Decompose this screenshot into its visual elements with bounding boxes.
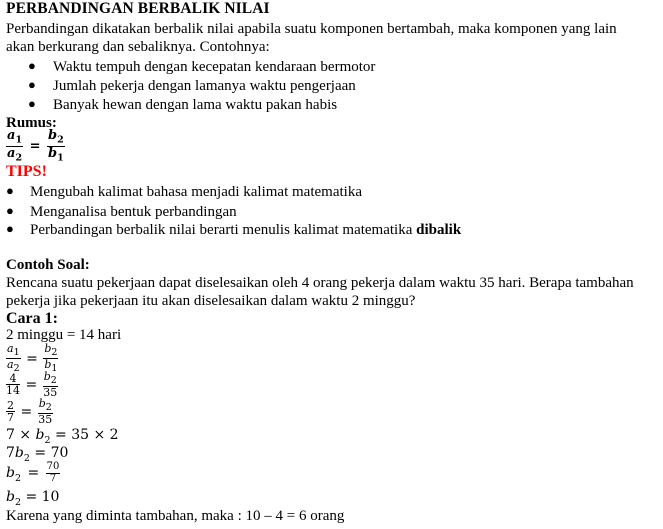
main-formula: [6, 129, 65, 163]
fraction-a1-a2: $\frac{a_1}{a_2}$: [7, 128, 23, 164]
problem-line-1: Rencana suatu pekerjaan dapat diselesaikan oleh 4 orang pekerja dalam waktu 35 hari. Berapa tambahan: [6, 275, 634, 291]
tip-item: Menganalisa bentuk perbandingan: [30, 204, 237, 220]
tip-item-last: Perbandingan berbalik nilai berarti menulis kalimat matematika dibalik: [30, 222, 462, 238]
bullet-icon: ●: [6, 221, 14, 236]
step-multiply: $7b_2 = 70$: [6, 445, 69, 464]
page-title: PERBANDINGAN BERBALIK NILAI: [6, 0, 270, 17]
step-result: $b_2 = 10$: [6, 489, 60, 508]
step-formula: $\frac{a_1}{a_2}$ = $\frac{b_2}{b_1}$: [7, 342, 58, 375]
example-item: Waktu tempuh dengan kecepatan kendaraan bermotor: [53, 59, 376, 75]
conclusion-line: Karena yang diminta tambahan, maka : 10 – 4 = 6 orang: [6, 508, 345, 524]
bullet-icon: ●: [28, 96, 36, 111]
tip-item: Mengubah kalimat bahasa menjadi kalimat matematika: [30, 184, 362, 200]
contoh-label: Contoh Soal:: [6, 257, 90, 273]
equals-sign: =: [29, 138, 41, 154]
step-divide: $b_2$ = $\frac{70}{7}$: [6, 461, 60, 484]
intro-line-1: Perbandingan dikatakan berbalik nilai apabila suatu komponen bertambah, maka komponen yang lain: [6, 21, 617, 37]
bullet-icon: ●: [28, 77, 36, 92]
tip-emphasis: dibalik: [416, 222, 462, 238]
bullet-icon: ●: [6, 203, 14, 218]
tips-label: TIPS!: [6, 163, 47, 180]
example-item: Jumlah pekerja dengan lamanya waktu pengerjaan: [53, 78, 356, 94]
step-substitute: $\frac{4}{14}$ = $\frac{b_2}{35}$: [6, 370, 58, 400]
bullet-icon: ●: [28, 58, 36, 73]
rumus-label: Rumus:: [6, 115, 57, 131]
bullet-icon: ●: [6, 183, 14, 198]
step-cross-multiply: $7 \times b_2 = 35 \times 2$: [6, 427, 119, 446]
conversion-line: 2 minggu = 14 hari: [6, 327, 122, 343]
cara-label: Cara 1:: [6, 310, 58, 327]
problem-line-2: pekerja jika pekerjaan itu akan diselesaikan dalam waktu 2 minggu?: [6, 293, 416, 309]
step-simplify: $\frac{2}{7}$ = $\frac{b_2}{35}$: [7, 397, 53, 427]
fraction-b2-b1: $\frac{b_2}{b_1}$: [48, 128, 64, 164]
intro-line-2: akan berkurang dan sebaliknya. Contohnya:: [6, 39, 270, 55]
example-item: Banyak hewan dengan lama waktu pakan habis: [53, 97, 338, 113]
